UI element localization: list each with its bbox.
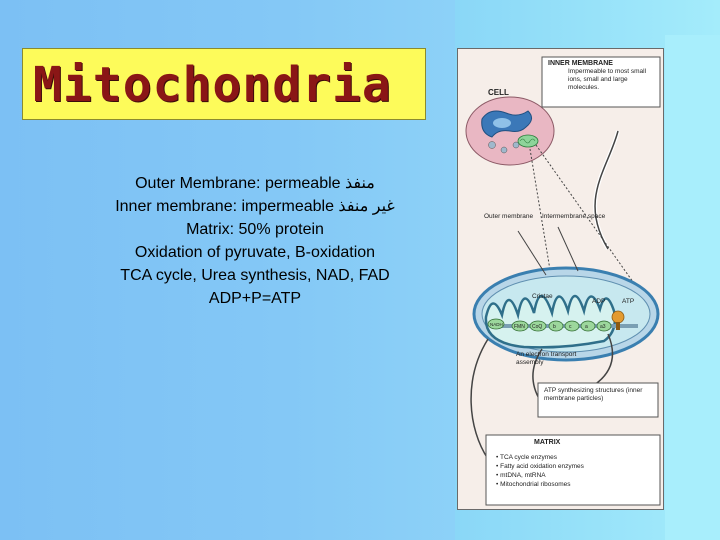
line-tca-cycle: TCA cycle, Urea synthesis, NAD, FAD bbox=[120, 267, 390, 284]
arrow-outer-membrane bbox=[518, 231, 546, 275]
organelle-2 bbox=[501, 147, 507, 153]
atp-synth-text: ATP synthesizing structures (inner membrane particles) bbox=[544, 387, 643, 402]
line-matrix: Matrix: 50% protein bbox=[186, 221, 324, 238]
chain-fmn: FMN bbox=[514, 324, 525, 330]
mitochondria-figure bbox=[457, 48, 664, 510]
atp-label: ATP bbox=[622, 298, 635, 305]
chain-nadh: NADH bbox=[490, 322, 503, 327]
line-inner-membrane: Inner membrane: impermeable غير منفذ bbox=[115, 198, 395, 215]
chain-c: c bbox=[569, 324, 572, 330]
arrow-intermembrane bbox=[558, 227, 578, 271]
mitochondria-drawing bbox=[458, 49, 664, 510]
line-atp: ADP+P=ATP bbox=[208, 290, 302, 307]
intermembrane-label: Intermembrane space bbox=[542, 213, 606, 220]
matrix-item: • mtDNA, mtRNA bbox=[496, 471, 661, 480]
electron-label: An electron transport assembly bbox=[516, 351, 577, 366]
atp-synthase-head bbox=[612, 311, 624, 323]
organelle-1 bbox=[489, 142, 496, 149]
matrix-title: MATRIX bbox=[534, 439, 561, 446]
arrow-matrix bbox=[471, 339, 488, 459]
cell-label: CELL bbox=[488, 88, 509, 97]
outer-membrane-label: Outer membrane bbox=[484, 213, 534, 220]
cristae-label: Cristae bbox=[532, 293, 553, 300]
slide-body bbox=[60, 172, 450, 310]
line-oxidation: Oxidation of pyruvate, B-oxidation bbox=[134, 244, 376, 261]
nucleolus-shape bbox=[493, 118, 511, 128]
arrow-inner-membrane-outline bbox=[595, 131, 618, 249]
line-outer-membrane: Outer Membrane: permeable منفذ bbox=[135, 175, 375, 192]
matrix-item: • TCA cycle enzymes bbox=[496, 453, 661, 462]
chain-a: a bbox=[585, 324, 588, 330]
inner-membrane-text: Impermeable to most small ions, small and large molecules. bbox=[568, 68, 647, 91]
chain-a3: a3 bbox=[600, 324, 606, 330]
title-box bbox=[22, 48, 426, 120]
chain-b: b bbox=[553, 324, 556, 330]
matrix-list bbox=[496, 453, 661, 489]
matrix-item: • Mitochondrial ribosomes bbox=[496, 480, 661, 489]
adp-label: ADP bbox=[592, 298, 606, 305]
chain-coq: CoQ bbox=[532, 324, 543, 330]
slide-title: Mitochondria bbox=[33, 57, 392, 113]
inner-membrane-title: INNER MEMBRANE bbox=[548, 60, 613, 67]
matrix-item: • Fatty acid oxidation enzymes bbox=[496, 462, 661, 471]
background-strip bbox=[665, 35, 720, 540]
